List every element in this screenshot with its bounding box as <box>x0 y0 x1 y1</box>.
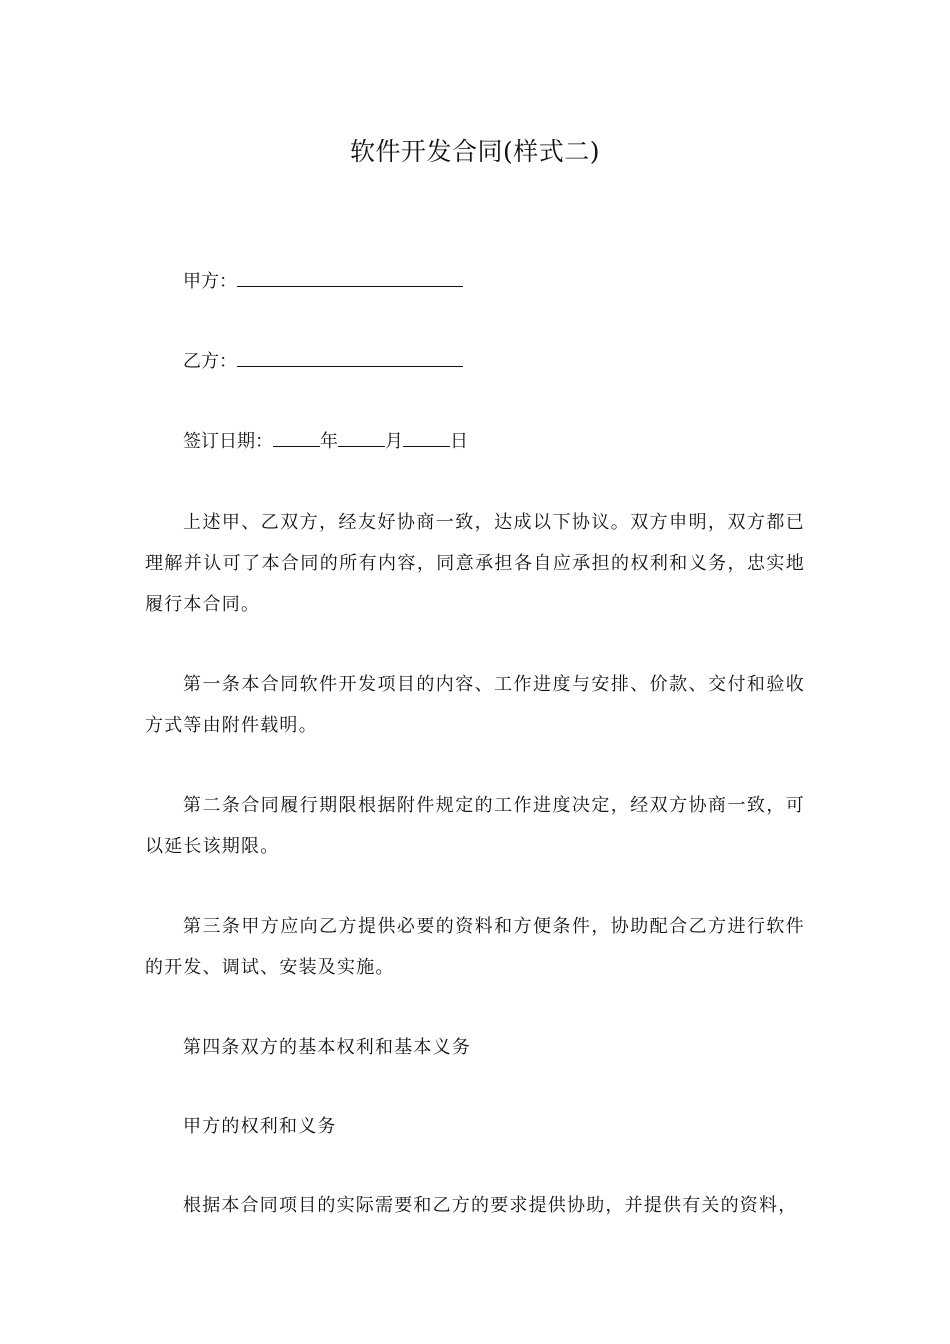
paragraph-article-4-heading: 第四条双方的基本权利和基本义务 <box>183 1037 471 1058</box>
party-b-blank[interactable] <box>237 348 463 367</box>
paragraph-preamble: 上述甲、乙双方，经友好协商一致，达成以下协议。双方申明，双方都已理解并认可了本合同的所有内容，同意承担各自应承担的权利和义务，忠实地履行本合同。 <box>145 512 805 615</box>
party-a-blank[interactable] <box>237 268 463 287</box>
sign-month-label: 月 <box>385 431 403 452</box>
party-b-label: 乙方： <box>183 351 237 372</box>
sign-day-blank[interactable] <box>403 428 450 447</box>
document-title: 软件开发合同(样式二) <box>349 137 600 166</box>
sign-year-blank[interactable] <box>273 428 320 447</box>
sign-year-label: 年 <box>320 431 338 452</box>
paragraph-article-3: 第三条甲方应向乙方提供必要的资料和方便条件，协助配合乙方进行软件的开发、调试、安装及实施。 <box>145 916 805 978</box>
sign-day-label: 日 <box>450 431 468 452</box>
sign-date-label: 签订日期： <box>183 431 273 452</box>
paragraph-article-1: 第一条本合同软件开发项目的内容、工作进度与安排、价款、交付和验收方式等由附件载明。 <box>145 674 805 736</box>
sign-date-line <box>183 428 468 454</box>
sign-month-blank[interactable] <box>338 428 385 447</box>
party-a-line <box>183 268 463 294</box>
party-a-label: 甲方： <box>183 271 237 292</box>
party-b-line <box>183 348 463 374</box>
paragraph-party-a-rights-1: 根据本合同项目的实际需要和乙方的要求提供协助，并提供有关的资料， <box>183 1195 798 1216</box>
paragraph-party-a-rights-heading: 甲方的权利和义务 <box>183 1116 337 1137</box>
paragraph-article-2: 第二条合同履行期限根据附件规定的工作进度决定，经双方协商一致，可以延长该期限。 <box>145 795 805 857</box>
